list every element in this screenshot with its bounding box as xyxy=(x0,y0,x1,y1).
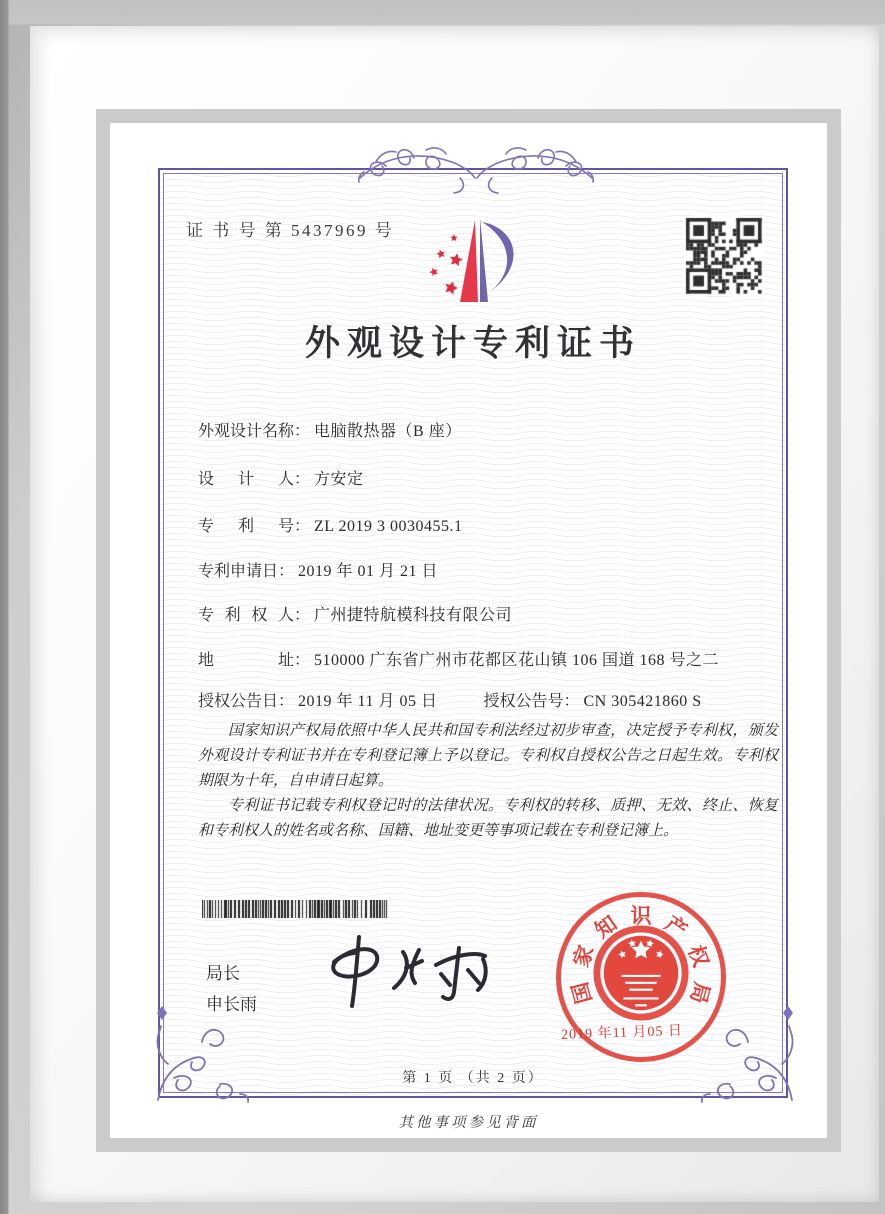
certificate-border-area xyxy=(158,168,788,1098)
legal-text xyxy=(198,719,778,844)
field-value: 方安定 xyxy=(314,471,364,488)
colon: ： xyxy=(294,607,311,624)
field-label: 授权公告日 xyxy=(198,693,279,710)
field-value: CN 305421860 S xyxy=(583,693,702,710)
field-label: 专利申请日 xyxy=(198,563,279,580)
cnipa-logo xyxy=(416,212,528,308)
barcode xyxy=(202,900,388,918)
legal-paragraph-1: 国家知识产权局依照中华人民共和国专利法经过初步审查，决定授予专利权，颁发外观设计专利证书并在专利登记簿上予以登记。专利权自授权公告之日起生效。专利权期限为十年，自申请日起算。 xyxy=(198,723,778,789)
field-address xyxy=(198,647,719,670)
director-name: 申长雨 xyxy=(206,995,257,1014)
field-value: 2019 年 11 月 05 日 xyxy=(298,693,438,710)
field-label: 设计人 xyxy=(198,471,294,488)
cnipa-red-seal: 国 家 知 识 产 权 局 2019 年11 月05 日 xyxy=(556,892,726,1062)
field-label: 专利号 xyxy=(198,518,294,535)
field-grant-info xyxy=(198,688,702,711)
field-value: ZL 2019 3 0030455.1 xyxy=(314,518,463,535)
field-designer xyxy=(198,466,364,489)
colon: ： xyxy=(294,423,311,440)
field-patent-number xyxy=(198,513,462,536)
field-value: 电脑散热器（B 座） xyxy=(314,423,462,440)
colon: ： xyxy=(294,471,311,488)
picture-frame xyxy=(30,26,879,1202)
field-value: 2019 年 01 月 21 日 xyxy=(298,563,439,580)
field-value: 广州捷特航模科技有限公司 xyxy=(314,607,513,624)
bottom-left-corner-ornament xyxy=(154,992,254,1104)
field-label: 外观设计名称 xyxy=(198,423,295,440)
colon: ： xyxy=(294,652,311,669)
certificate-number: 证 书 号 第 5437969 号 xyxy=(186,221,395,240)
page-number: 第 1 页 （共 2 页） xyxy=(402,1071,544,1086)
director-title: 局长 xyxy=(206,964,240,983)
field-label: 专利权人 xyxy=(198,607,294,624)
qr-code xyxy=(684,216,764,296)
certificate-paper xyxy=(110,123,827,1138)
field-value: 510000 广东省广州市花都区花山镇 106 国道 168 号之二 xyxy=(314,652,720,669)
national-emblem xyxy=(592,921,690,1025)
colon: ： xyxy=(278,693,295,710)
field-design-name xyxy=(198,418,462,441)
certificate-title: 外观设计专利证书 xyxy=(304,324,641,363)
field-patentee xyxy=(198,602,512,625)
top-border-ornament xyxy=(356,138,596,202)
director-signature xyxy=(306,930,496,1025)
colon: ： xyxy=(278,563,295,580)
colon: ： xyxy=(563,693,580,710)
field-filing-date xyxy=(198,558,438,581)
colon: ： xyxy=(294,518,311,535)
seal-date: 2019 年11 月05 日 xyxy=(560,1023,684,1043)
frame-mat-band xyxy=(96,109,841,1152)
reverse-side-note: 其他事项参见背面 xyxy=(398,1115,539,1131)
field-label: 地址 xyxy=(198,652,294,669)
field-label: 授权公告号 xyxy=(483,693,564,710)
legal-paragraph-2: 专利证书记载专利权登记时的法律状况。专利权的转移、质押、无效、终止、恢复和专利权人的姓名或名称、国籍、地址变更等事项记载在专利登记簿上。 xyxy=(198,798,778,839)
